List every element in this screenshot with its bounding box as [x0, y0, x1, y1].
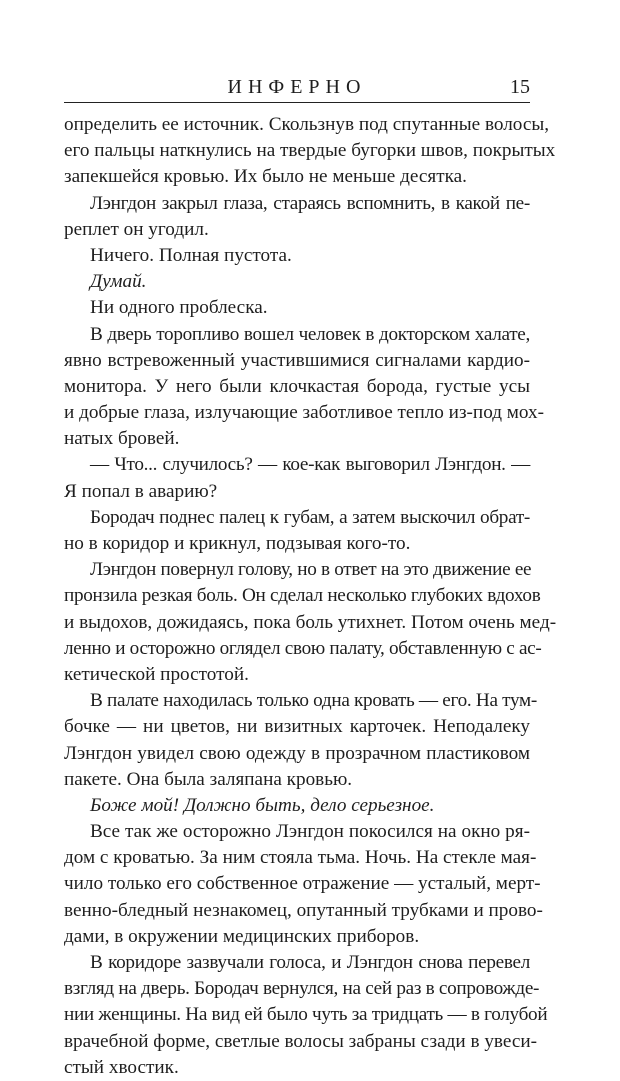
text-line: и выдохов, дожидаясь, пока боль утихнет. Потом очень мед-	[64, 611, 557, 633]
page-number: 15	[510, 76, 530, 98]
text-line: дом с кроватью. За ним стояла тьма. Ночь. На стекле мая-	[64, 847, 537, 869]
text-line: явно встревоженный участившимися сигналами кардио-	[64, 349, 530, 371]
text-line: дами, в окружении медицинских приборов.	[64, 925, 420, 947]
text-line: Лэнгдон повернул голову, но в ответ на это движение ее	[90, 559, 532, 581]
text-line: — Что... случилось? — кое-как выговорил Лэнгдон. —	[90, 454, 530, 476]
text-line: но в коридор и крикнул, подзывая кого-то.	[64, 533, 411, 554]
text-line: взгляд на дверь. Бородач вернулся, на сей раз в сопровожде-	[64, 978, 540, 1000]
text-line: Лэнгдон увидел свою одежду в прозрачном пластиковом	[64, 742, 530, 764]
text-line: чило только его собственное отражение — усталый, мерт-	[64, 873, 541, 895]
text-line: определить ее источник. Скользнув под спутанные волосы,	[64, 114, 550, 135]
text-line: Все так же осторожно Лэнгдон покосился на окно ря-	[90, 821, 530, 843]
text-line: Лэнгдон закрыл глаза, стараясь вспомнить, в какой пе-	[90, 192, 530, 214]
text-line: Я попал в аварию?	[64, 480, 218, 502]
text-line: и добрые глаза, излучающие заботливое тепло из-под мох-	[64, 402, 545, 424]
text-line: нии женщины. На вид ей было чуть за тридцать — в голубой	[64, 1004, 548, 1026]
text-line: Ни одного проблеска.	[90, 297, 268, 319]
text-line: стый хвостик.	[64, 1056, 179, 1078]
running-head	[64, 74, 530, 102]
text-line: бочке — ни цветов, ни визитных карточек. Неподалеку	[64, 716, 530, 738]
header-rule	[64, 102, 530, 103]
text-line: запекшейся кровью. Их было не меньше десятка.	[64, 166, 467, 188]
text-line: монитора. У него были клочкастая борода, густые усы	[64, 375, 530, 397]
text-line: ленно и осторожно оглядел свою палату, обставленную с ас-	[64, 637, 542, 659]
text-line: врачебной форме, светлые волосы забраны сзади в увеси-	[64, 1030, 538, 1052]
text-line: Думай.	[90, 271, 147, 293]
text-line: пронзила резкая боль. Он сделал несколько глубоких вдохов	[64, 585, 541, 607]
text-line: реплет он угодил.	[64, 218, 209, 240]
text-line: Боже мой! Должно быть, дело серьезное.	[90, 794, 435, 816]
text-line: пакете. Она была заляпана кровью.	[64, 768, 353, 790]
running-title: ИНФЕРНО	[227, 76, 367, 98]
text-line: В палате находилась только одна кровать — его. На тум-	[90, 690, 537, 712]
text-line: В дверь торопливо вошел человек в докторском халате,	[90, 323, 530, 345]
text-line: Ничего. Полная пустота.	[90, 244, 292, 266]
text-line: В коридоре зазвучали голоса, и Лэнгдон снова перевел	[90, 952, 530, 973]
text-line: кетической простотой.	[64, 663, 249, 685]
text-line: венно-бледный незнакомец, опутанный трубками и прово-	[64, 899, 543, 921]
text-line: Бородач поднес палец к губам, а затем выскочил обрат-	[90, 506, 530, 528]
text-line: натых бровей.	[64, 428, 180, 450]
body-text	[64, 112, 557, 1081]
text-line: его пальцы наткнулись на твердые бугорки швов, покрытых	[64, 140, 556, 162]
